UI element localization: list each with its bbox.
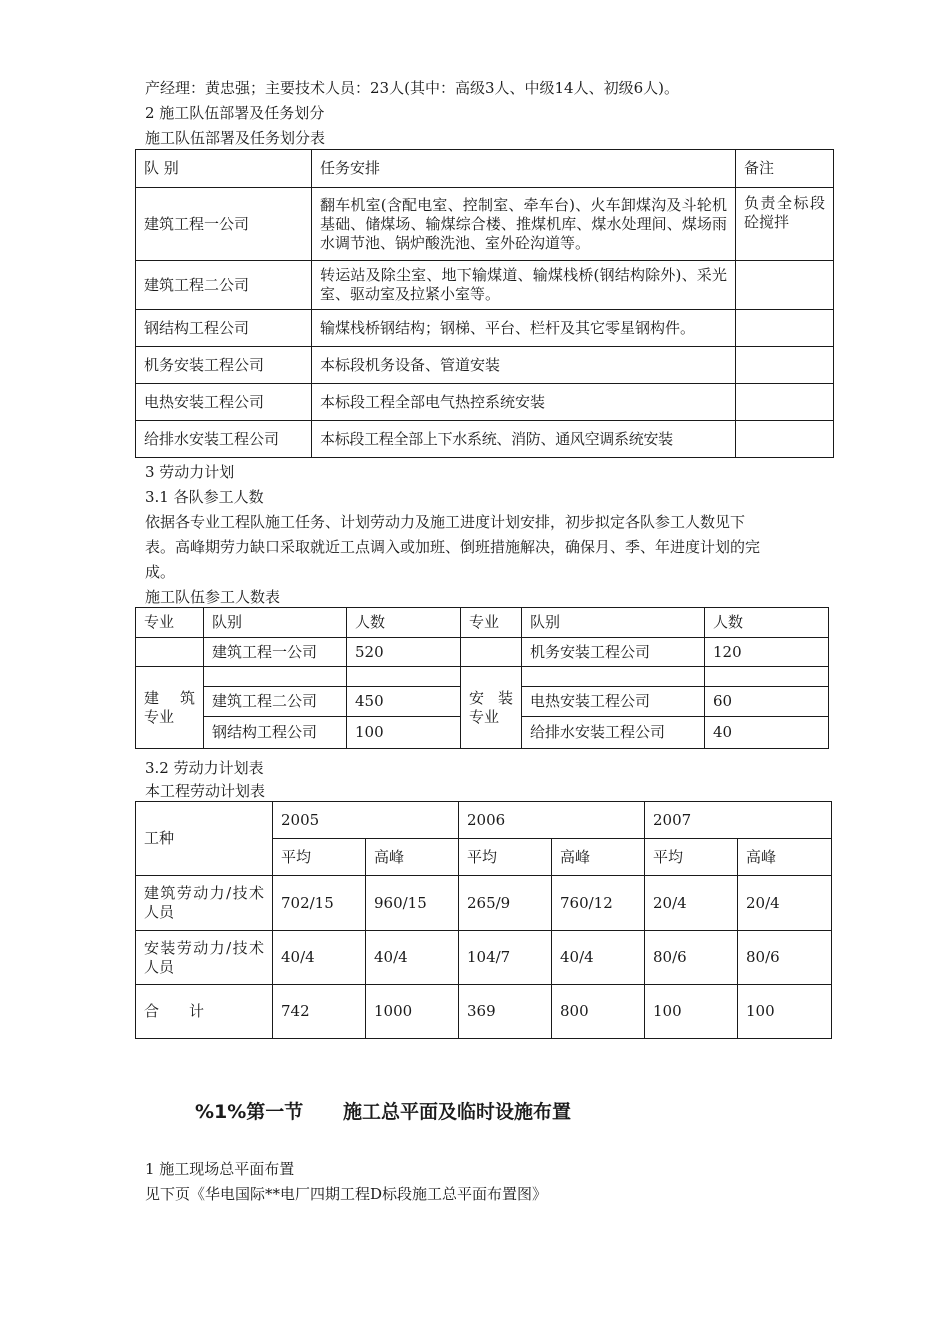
task-note-cell	[736, 384, 834, 421]
labor-value-cell: 960/15	[366, 876, 459, 931]
task-header-team: 队 别	[136, 150, 312, 188]
labor-value-cell: 702/15	[273, 876, 366, 931]
task-note-cell	[736, 261, 834, 310]
labor-header-year: 2007	[645, 802, 832, 839]
task-note-cell: 负责全标段砼搅拌	[736, 188, 834, 261]
paragraph-line-3: 成。	[145, 563, 176, 581]
labor-value-cell: 40/4	[366, 931, 459, 985]
labor-subheader: 平均	[459, 839, 552, 876]
labor-subheader: 高峰	[738, 839, 832, 876]
table-caption-worker: 施工队伍参工人数表	[145, 588, 281, 606]
table-caption-task: 施工队伍部署及任务划分表	[145, 129, 326, 147]
task-header-task: 任务安排	[312, 150, 736, 188]
labor-header-year: 2005	[273, 802, 459, 839]
worker-count-cell: 40	[705, 717, 829, 749]
labor-value-cell: 1000	[366, 985, 459, 1039]
task-note-cell	[736, 347, 834, 384]
worker-count-cell: 60	[705, 687, 829, 717]
section-title-team-deployment: 2 施工队伍部署及任务划分	[145, 104, 325, 122]
task-desc-cell: 本标段机务设备、管道安装	[312, 347, 736, 384]
labor-header-year: 2006	[459, 802, 645, 839]
labor-value-cell: 40/4	[273, 931, 366, 985]
labor-value-cell: 20/4	[738, 876, 832, 931]
labor-subheader: 高峰	[552, 839, 645, 876]
paragraph-line-1: 依据各专业工程队施工任务、计划劳动力及施工进度计划安排，初步拟定各队参工人数见下	[145, 513, 746, 531]
task-team-cell: 建筑工程二公司	[136, 261, 312, 310]
task-desc-cell: 本标段工程全部上下水系统、消防、通风空调系统安装	[312, 421, 736, 458]
task-desc-cell: 转运站及除尘室、地下输煤道、输煤栈桥(钢结构除外)、采光室、驱动室及拉紧小室等。	[312, 261, 736, 310]
task-note-cell	[736, 421, 834, 458]
worker-count-cell: 120	[705, 638, 829, 667]
task-team-cell: 建筑工程一公司	[136, 188, 312, 261]
worker-header-major: 专业	[461, 608, 522, 638]
task-desc-cell: 翻车机室(含配电室、控制室、牵车台)、火车卸煤沟及斗轮机基础、储煤场、输煤综合楼、推煤机库、煤水处理间、煤场雨水调节池、锅炉酸洗池、室外砼沟道等。	[312, 188, 736, 261]
worker-header-count: 人数	[705, 608, 829, 638]
table-caption-labor: 本工程劳动计划表	[145, 782, 266, 800]
worker-count-cell: 100	[347, 717, 461, 749]
worker-empty-cell	[136, 638, 204, 667]
worker-header-count: 人数	[347, 608, 461, 638]
worker-count-cell: 450	[347, 687, 461, 717]
worker-empty-cell	[705, 667, 829, 687]
paragraph-line-2: 表。高峰期劳力缺口采取就近工点调入或加班、倒班措施解决，确保月、季、年进度计划的完	[145, 538, 761, 556]
task-team-cell: 电热安装工程公司	[136, 384, 312, 421]
labor-subheader: 平均	[273, 839, 366, 876]
task-desc-cell: 输煤栈桥钢结构；钢梯、平台、栏杆及其它零星钢构件。	[312, 310, 736, 347]
worker-header-major: 专业	[136, 608, 204, 638]
worker-count-cell: 520	[347, 638, 461, 667]
labor-table	[135, 801, 832, 1039]
worker-team-cell: 电热安装工程公司	[522, 687, 705, 717]
task-team-cell: 钢结构工程公司	[136, 310, 312, 347]
labor-value-cell: 100	[645, 985, 738, 1039]
task-desc-cell: 本标段工程全部电气热控系统安装	[312, 384, 736, 421]
worker-header-team: 队别	[522, 608, 705, 638]
labor-row-label: 安装劳动力/技术人员	[136, 931, 273, 985]
task-team-cell: 给排水安装工程公司	[136, 421, 312, 458]
labor-subheader: 平均	[645, 839, 738, 876]
worker-empty-cell	[204, 667, 347, 687]
worker-team-cell: 给排水安装工程公司	[522, 717, 705, 749]
labor-subheader: 高峰	[366, 839, 459, 876]
task-team-cell: 机务安装工程公司	[136, 347, 312, 384]
site-layout-reference: 见下页《华电国际**电厂四期工程D标段施工总平面布置图》	[145, 1185, 548, 1203]
worker-team-cell: 建筑工程二公司	[204, 687, 347, 717]
worker-team-cell: 建筑工程一公司	[204, 638, 347, 667]
subsection-title-site-layout: 1 施工现场总平面布置	[145, 1160, 295, 1178]
labor-value-cell: 100	[738, 985, 832, 1039]
labor-row-label-total: 合 计	[136, 985, 273, 1039]
labor-value-cell: 40/4	[552, 931, 645, 985]
labor-value-cell: 80/6	[645, 931, 738, 985]
task-note-cell	[736, 310, 834, 347]
subsection-title-worker-count: 3.1 各队参工人数	[145, 488, 264, 506]
subsection-title-labor-table: 3.2 劳动力计划表	[145, 759, 264, 777]
labor-value-cell: 104/7	[459, 931, 552, 985]
labor-value-cell: 742	[273, 985, 366, 1039]
worker-team-cell: 钢结构工程公司	[204, 717, 347, 749]
labor-value-cell: 20/4	[645, 876, 738, 931]
section-heading: %1%第一节 施工总平面及临时设施布置	[195, 1101, 571, 1123]
labor-value-cell: 265/9	[459, 876, 552, 931]
worker-group-install: 安 装 专业	[461, 667, 522, 749]
worker-team-cell: 机务安装工程公司	[522, 638, 705, 667]
worker-empty-cell	[347, 667, 461, 687]
labor-row-label: 建筑劳动力/技术人员	[136, 876, 273, 931]
worker-empty-cell	[522, 667, 705, 687]
worker-header-team: 队别	[204, 608, 347, 638]
labor-value-cell: 369	[459, 985, 552, 1039]
worker-table	[135, 607, 829, 749]
worker-empty-cell	[461, 638, 522, 667]
section-title-labor-plan: 3 劳动力计划	[145, 463, 235, 481]
worker-group-building: 建 筑 专业	[136, 667, 204, 749]
task-table	[135, 149, 834, 458]
labor-value-cell: 80/6	[738, 931, 832, 985]
task-header-note: 备注	[736, 150, 834, 188]
labor-value-cell: 760/12	[552, 876, 645, 931]
labor-value-cell: 800	[552, 985, 645, 1039]
intro-line: 产经理：黄忠强；主要技术人员：23人(其中：高级3人、中级14人、初级6人)。	[145, 79, 679, 97]
labor-header-type: 工种	[136, 802, 273, 876]
